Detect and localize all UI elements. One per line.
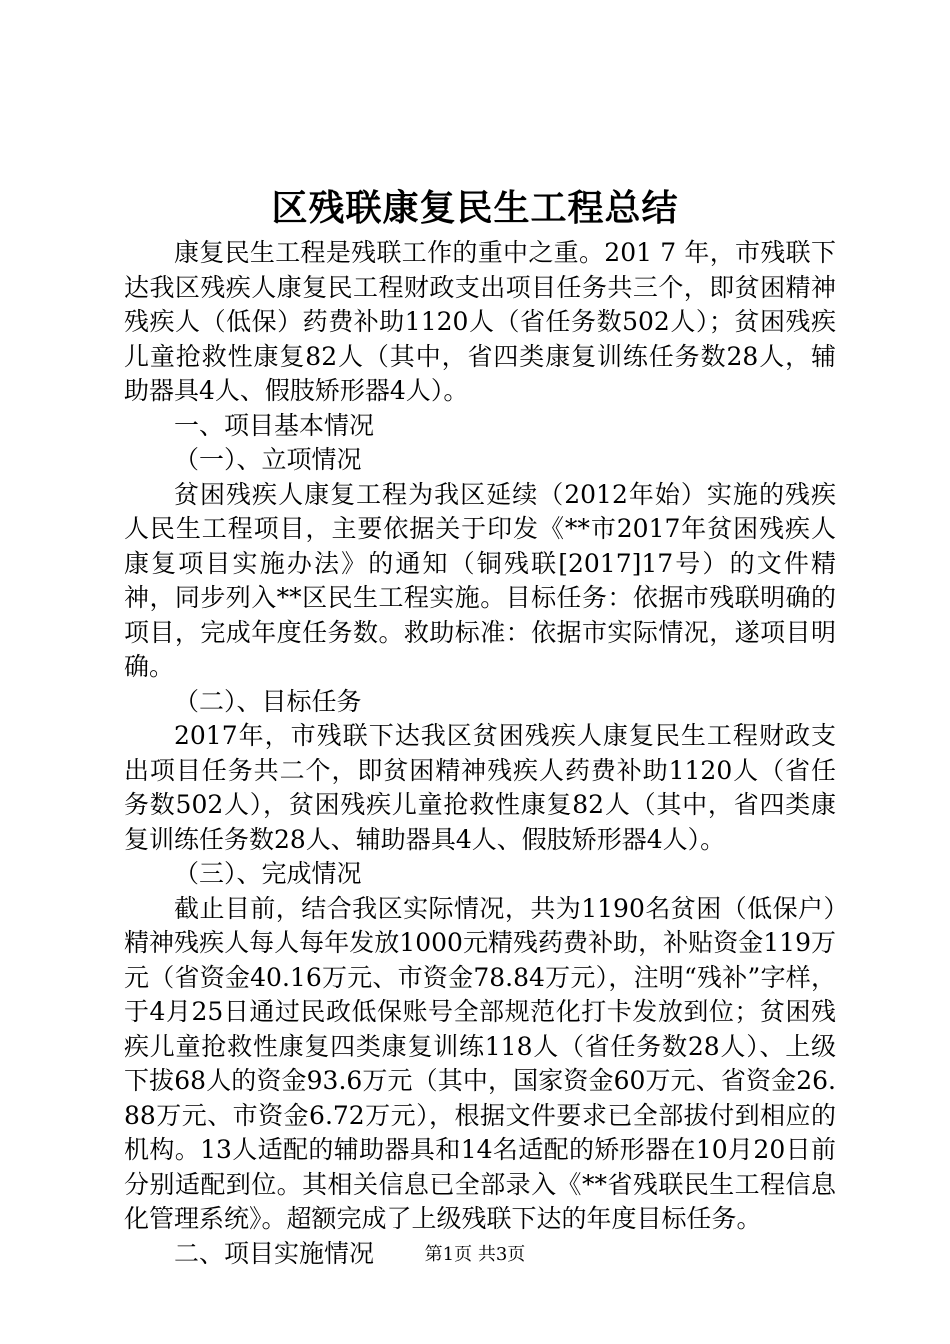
project-setup-paragraph: 贫困残疾人康复工程为我区延续（2012年始）实施的残疾人民生工程项目，主要依据关于印发《**市2017年贫困残疾人康复项目实施办法》的通知（铜残联[2017]17号）的文件精神，同步列入**区民生工程实施。目标任务：依据市残联明确的项目，完成年度任务数。救助标准：依据市实际情况，遂项目明确。: [124, 479, 836, 681]
completion-paragraph: 截止目前，结合我区实际情况，共为1190名贫困（低保户）精神残疾人每人每年发放1000元精残药费补助，补贴资金119万元（省资金40.16万元、市资金78.84万元），注明“残补”字样，于4月25日通过民政低保账号全部规范化打卡发放到位；贫困残疾儿童抢救性康复四类康复训练118人（省任务数28人）、上级下拔68人的资金93.6万元（其中，国家资金60万元、省资金26.88万元、市资金6.72万元），根据文件要求已全部拔付到相应的机构。13人适配的辅助器具和14名适配的矫形器在10月20日前分别适配到位。其相关信息已全部录入《**省残联民生工程信息化管理系统》。超额完成了上级残联下达的年度目标任务。: [124, 893, 836, 1233]
document-title: 区残联康复民生工程总结: [271, 187, 679, 229]
document-body: [124, 236, 836, 1271]
subsection-heading-completion: （三）、完成情况: [174, 859, 362, 888]
subsection-heading-goals: （二）、目标任务: [174, 686, 362, 716]
page-number-footer: 第1页 共3页: [424, 1244, 526, 1265]
intro-paragraph: 康复民生工程是残联工作的重中之重。201 7 年，市残联下达我区残疾人康复民工程财政支出项目任务共三个，即贫困精神残疾人（低保）药费补助1120人（省任务数502人）；贫困残疾儿童抢救性康复82人（其中，省四类康复训练任务数28人，辅助器具4人、假肢矫形器4人）。: [124, 238, 836, 405]
section-heading-implementation: 二、项目实施情况: [174, 1238, 375, 1268]
section-heading-basic-info: 一、项目基本情况: [174, 410, 375, 440]
subsection-heading-project-setup: （一）、立项情况: [174, 445, 362, 474]
goals-paragraph: 2017年，市残联下达我区贫困残疾人康复民生工程财政支出项目任务共二个，即贫困精神残疾人药费补助1120人（省任务数502人），贫困残疾儿童抢救性康复82人（其中，省四类康复训练任务数28人、辅助器具4人、假肢矫形器4人）。: [124, 721, 836, 854]
